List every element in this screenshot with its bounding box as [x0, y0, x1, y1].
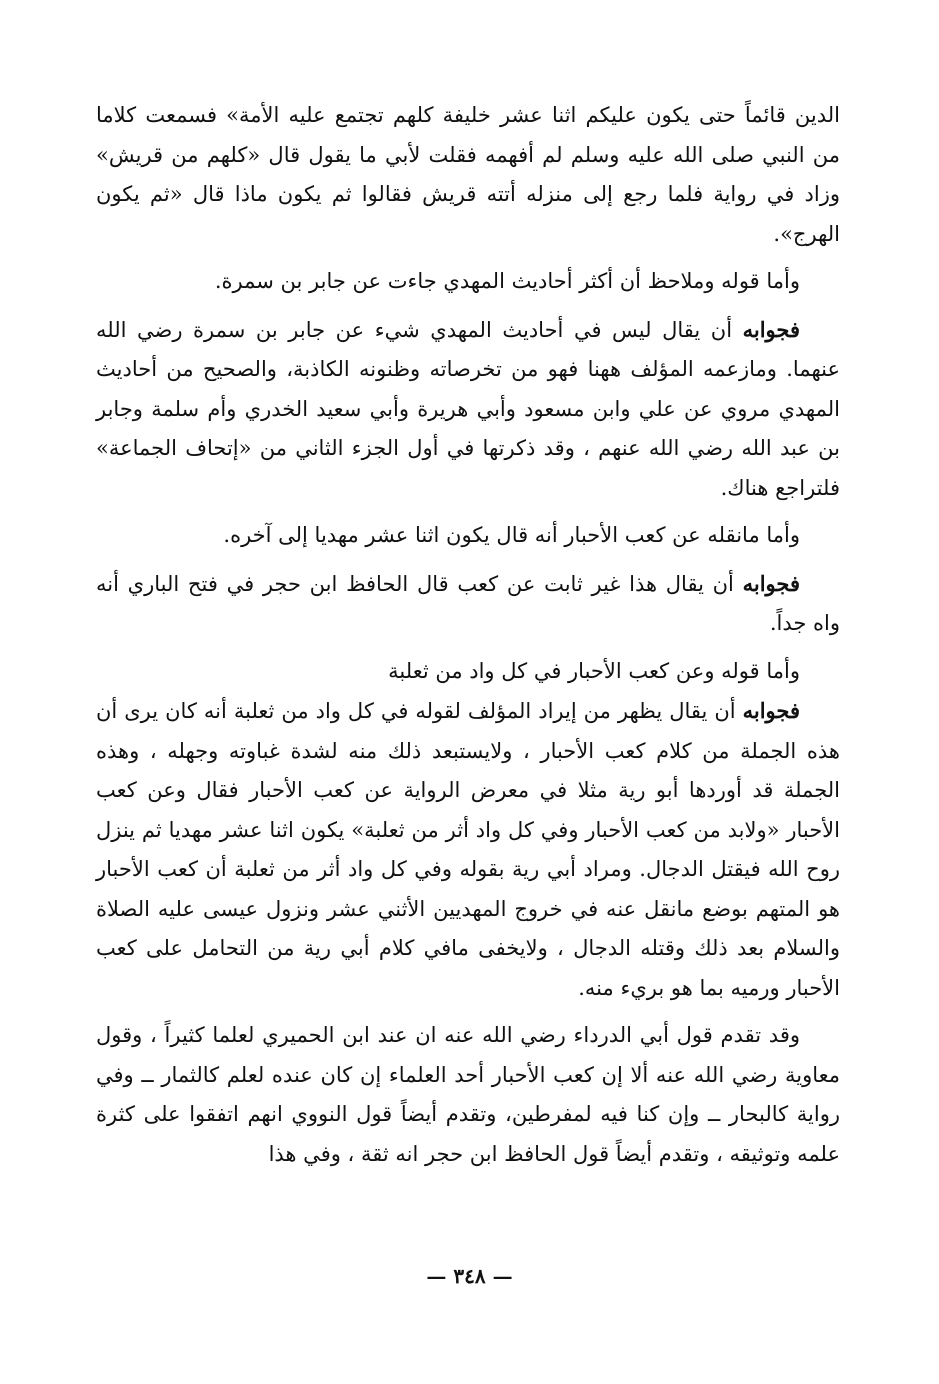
paragraph-5-text: أن يقال هذا غير ثابت عن كعب قال الحافظ ابن حجر في فتح الباري أنه واه جداً.	[96, 571, 840, 635]
paragraph-5-lead-word: فجوابه	[742, 570, 800, 596]
paragraph-8	[96, 1016, 840, 1174]
paragraph-7-lead-word: فجوابه	[742, 698, 800, 723]
paragraph-2-text: وأما قوله وملاحظ أن أكثر أحاديث المهدي جاءت عن جابر بن سمرة.	[214, 269, 800, 293]
paragraph-7	[96, 691, 840, 1008]
paragraph-1-text: الدين قائماً حتى يكون عليكم اثنا عشر خليفة كلهم تجتمع عليه الأمة» فسمعت كلاما من النبي صلى الله عليه وسلم لم أفهمه فقلت لأبي ما يقول قال «كلهم من قريش» وزاد في رواية فلما رجع إلى منزله أتته قريش فقالوا ثم يكون ماذا قال «ثم يكون الهرج».	[96, 103, 840, 246]
body-text	[96, 96, 840, 1174]
paragraph-3-lead-word: فجوابه	[742, 316, 800, 342]
paragraph-2	[96, 262, 840, 302]
paragraph-3	[96, 310, 840, 509]
paragraph-7-text: أن يقال يظهر من إيراد المؤلف لقوله في كل واد من ثعلبة أنه كان يرى أن هذه الجملة من كلام كعب الأحبار ، ولايستبعد ذلك منه لشدة غباوته وجهله ، وهذه الجملة قد أوردها أبو رية مثلا في معرض الرواية عن كعب الأحبار فقال وعن كعب الأحبار «ولابد من كعب الأحبار وفي كل واد أثر من ثعلبة» يكون اثنا عشر مهديا ثم ينزل روح الله فيقتل الدجال. ومراد أبي رية بقوله وفي كل واد أثر من ثعلبة أن كعب الأحبار هو المتهم بوضع مانقل عنه في خروج المهديين الأثني عشر ونزول عيسى عليه الصلاة والسلام بعد ذلك وقتله الدجال ، ولايخفى مافي كلام أبي رية من التحامل على كعب الأحبار ورميه بما هو بريء منه.	[96, 699, 840, 1000]
paragraph-4	[96, 516, 840, 556]
paragraph-6	[96, 652, 840, 692]
paragraph-6-text: وأما قوله وعن كعب الأحبار في كل واد من ثعلبة	[388, 658, 800, 683]
paragraph-1	[96, 96, 840, 254]
paragraph-3-text: أن يقال ليس في أحاديث المهدي شيء عن جابر بن سمرة رضي الله عنهما. ومازعمه المؤلف ههنا فهو من تخرصاته وظنونه الكاذبة، والصحيح من أحاديث المهدي مروي عن علي وابن مسعود وأبي هريرة وأبي سعيد الخدري وأم سلمة وجابر بن عبد الله رضي الله عنهم ، وقد ذكرتها في أول الجزء الثاني من «إتحاف الجماعة» فلتراجع هناك.	[96, 317, 840, 500]
paragraph-5	[96, 564, 840, 644]
paragraph-4-text: وأما مانقله عن كعب الأحبار أنه قال يكون اثنا عشر مهديا إلى آخره.	[223, 523, 800, 547]
page-number: — ٣٤٨ —	[426, 1264, 513, 1288]
paragraph-8-text: وقد تقدم قول أبي الدرداء رضي الله عنه ان عند ابن الحميري لعلما كثيراً ، وقول معاوية رضي الله عنه ألا إن كعب الأحبار أحد العلماء إن كان عنده لعلم كالثمار ــ وفي رواية كالبحار ــ وإن كنا فيه لمفرطين، وتقدم أيضاً قول النووي انهم اتفقوا على كثرة علمه وتوثيقه ، وتقدم أيضاً قول الحافظ ابن حجر انه ثقة ، وفي هذا	[96, 1023, 840, 1166]
